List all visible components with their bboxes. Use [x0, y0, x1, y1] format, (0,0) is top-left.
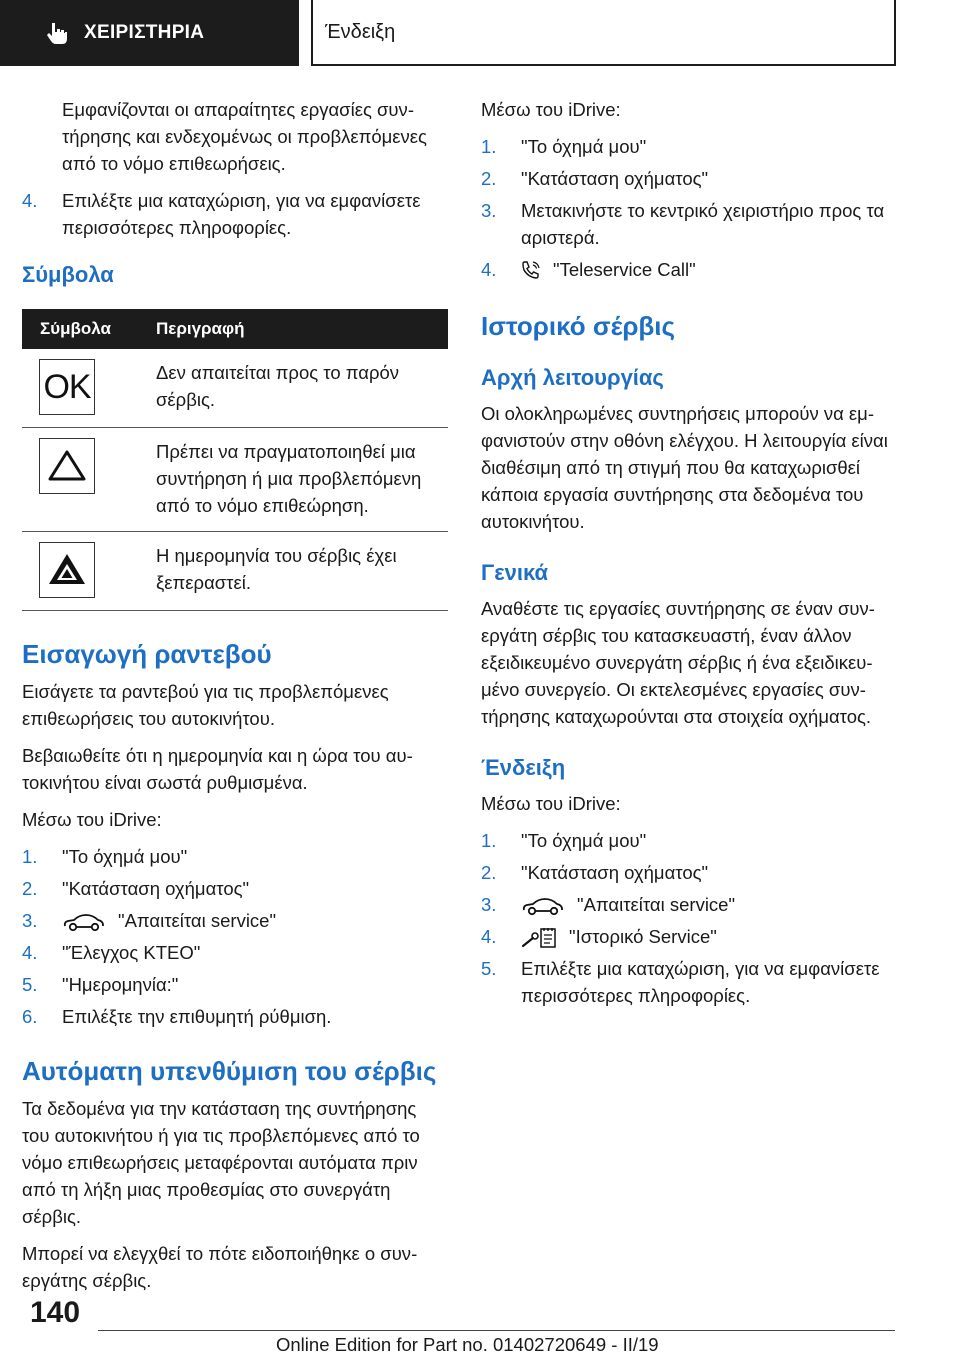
- principle-text: Οι ολοκληρωμένες συντηρήσεις μπορούν να εμφανιστούν στην οθόνη ελέγχου. Η λειτουργία είναι διαθέσιμη από τη στιγμή που θα καταχωρισθεί κάποια εργασία συντήρησης στα δεδομένα του αυτοκινήτου.: [481, 403, 888, 532]
- table-header-symbols: Σύμβολα: [22, 309, 144, 349]
- step-number: 4.: [481, 259, 497, 280]
- step-number: 3.: [481, 200, 497, 221]
- appointment-text-1: Εισάγετε τα ραντεβού για τις προβλεπόμενες επιθεωρήσεις του αυτοκινήτου.: [22, 681, 389, 729]
- display-heading: Ένδειξη: [481, 755, 566, 780]
- step-text: Μετακινήστε το κεντρικό χειριστήριο προς τα αριστερά.: [521, 200, 885, 248]
- step-number: 3.: [481, 894, 497, 915]
- general-heading: Γενικά: [481, 560, 549, 585]
- list-item: [22, 971, 448, 998]
- display-steps: [481, 827, 901, 1009]
- step-text: Επιλέξτε μια καταχώριση, για να εμφανίσετε περισσότερες πληροφορίες.: [521, 958, 880, 1007]
- table-row: [22, 532, 448, 611]
- car-icon: [62, 912, 106, 932]
- step-number: 5.: [22, 974, 38, 995]
- footer-divider: [98, 1330, 895, 1331]
- right-column: [481, 96, 901, 1019]
- step-text: "Το όχημά μου": [62, 846, 188, 867]
- table-row: [22, 428, 448, 532]
- list-item: [22, 875, 448, 902]
- auto-reminder-text-1: Τα δεδομένα για την κατάσταση της συντήρησης του αυτοκινήτου ή για τις προβλεπόμενες από το νόμο επιθεωρήσεις μεταφέρονται αυτόματα πριν από τη λήξη μιας προθεσμίας στο συνεργάτη σέρβις.: [22, 1098, 420, 1227]
- section-tab: [311, 0, 896, 66]
- chapter-tab[interactable]: [0, 0, 299, 66]
- list-item: [481, 256, 901, 283]
- step-number: 1.: [481, 136, 497, 157]
- step-text: "Κατάσταση οχήματος": [521, 168, 709, 189]
- list-item: [22, 187, 448, 241]
- step-number: 2.: [481, 862, 497, 883]
- step-number: 1.: [481, 830, 497, 851]
- step-text: "Έλεγχος ΚΤΕΟ": [62, 942, 201, 963]
- continued-text: Εμφανίζονται οι απαραίτητες εργασίες συντήρησης και ενδεχομένως οι προβλεπόμενες από το νόμο επιθεωρήσεις.: [62, 99, 427, 174]
- symbols-table: [22, 309, 448, 611]
- step-number: 2.: [22, 878, 38, 899]
- step-number: 1.: [22, 846, 38, 867]
- appointment-steps: [22, 843, 448, 1030]
- list-item: [22, 1003, 448, 1030]
- appointment-text-2: Βεβαιωθείτε ότι η ημερομηνία και η ώρα του αυτοκινήτου είναι σωστά ρυθμισμένα.: [22, 745, 413, 793]
- via-idrive: Μέσω του iDrive:: [481, 99, 621, 120]
- step-text: "Το όχημά μου": [521, 136, 647, 157]
- edition-note: Online Edition for Part no. 01402720649 - II/19: [276, 1334, 659, 1355]
- auto-reminder-text-2: Μπορεί να ελεγχθεί το πότε ειδοποιήθηκε ο συνεργάτης σέρβις.: [22, 1243, 418, 1291]
- appointment-heading: Εισαγωγή ραντεβού: [22, 639, 272, 669]
- step-number: 2.: [481, 168, 497, 189]
- list-item: [22, 843, 448, 870]
- list-item: [22, 939, 448, 966]
- ok-symbol-text: OK: [43, 367, 91, 406]
- section-title: Ένδειξη: [325, 20, 396, 43]
- principle-heading: Αρχή λειτουργίας: [481, 365, 664, 390]
- list-item: [481, 197, 901, 251]
- step-number: 4.: [481, 926, 497, 947]
- step-text: "Απαιτείται service": [577, 894, 736, 915]
- step-text: "Teleservice Call": [553, 259, 696, 280]
- step-text: "Το όχημά μου": [521, 830, 647, 851]
- list-item: [481, 955, 901, 1009]
- step-text: Επιλέξτε μια καταχώριση, για να εμφανίσετε περισσότερες πληροφορίες.: [62, 190, 421, 238]
- table-cell-description: Η ημερομηνία του σέρβις έχει ξεπεραστεί.: [144, 532, 448, 611]
- warning-triangle-icon: [39, 438, 95, 494]
- car-icon: [521, 896, 565, 916]
- step-number: 3.: [22, 910, 38, 931]
- display-via: Μέσω του iDrive:: [481, 793, 621, 814]
- list-item: [481, 133, 901, 160]
- step-list-continued: [22, 187, 448, 241]
- table-row: [22, 349, 448, 428]
- step-text: "Ιστορικό Service": [569, 926, 717, 947]
- overdue-triangle-icon: [39, 542, 95, 598]
- page-header: [0, 0, 960, 66]
- step-number: 4.: [22, 190, 38, 211]
- table-cell-description: Δεν απαιτείται προς το παρόν σέρβις.: [144, 349, 448, 428]
- step-number: 6.: [22, 1006, 38, 1027]
- phone-teleservice-icon: [521, 260, 541, 282]
- list-item: [481, 827, 901, 854]
- appointment-via: Μέσω του iDrive:: [22, 809, 162, 830]
- list-item: [481, 891, 901, 918]
- page-number: 140: [30, 1296, 81, 1329]
- step-text: "Απαιτείται service": [118, 910, 277, 931]
- service-history-icon: [521, 926, 557, 950]
- auto-reminder-heading: Αυτόματη υπενθύμιση του σέρβις: [22, 1056, 437, 1086]
- list-item: [481, 923, 901, 950]
- hand-pointer-icon: [44, 20, 70, 46]
- general-text: Αναθέστε τις εργασίες συντήρησης σε έναν συνεργάτη σέρβις του κατασκευαστή, έναν άλλον εξειδικευμένο συνεργάτη σέρβις ή ένα εξειδικευμένο συνεργείο. Οι εκτελεσμένες εργασίες συντήρησης καταχωρούνται στα στοιχεία οχήματος.: [481, 598, 875, 727]
- step-text: "Ημερομηνία:": [62, 974, 179, 995]
- table-header-description: Περιγραφή: [144, 309, 448, 349]
- chapter-title: ΧΕΙΡΙΣΤΗΡΙΑ: [84, 22, 205, 43]
- left-column: [22, 96, 448, 1304]
- step-text: "Κατάσταση οχήματος": [521, 862, 709, 883]
- service-history-heading: Ιστορικό σέρβις: [481, 311, 676, 341]
- step-text: Επιλέξτε την επιθυμητή ρύθμιση.: [62, 1006, 332, 1027]
- list-item: [22, 907, 448, 934]
- symbols-heading: Σύμβολα: [22, 262, 114, 287]
- teleservice-steps: [481, 133, 901, 283]
- list-item: [481, 859, 901, 886]
- ok-symbol-icon: [39, 359, 95, 415]
- step-number: 4.: [22, 942, 38, 963]
- list-item: [481, 165, 901, 192]
- step-text: "Κατάσταση οχήματος": [62, 878, 250, 899]
- table-cell-description: Πρέπει να πραγματοποιηθεί μια συντήρηση ή μια προβλεπόμενη από το νόμο επιθεώρηση.: [144, 428, 448, 532]
- step-number: 5.: [481, 958, 497, 980]
